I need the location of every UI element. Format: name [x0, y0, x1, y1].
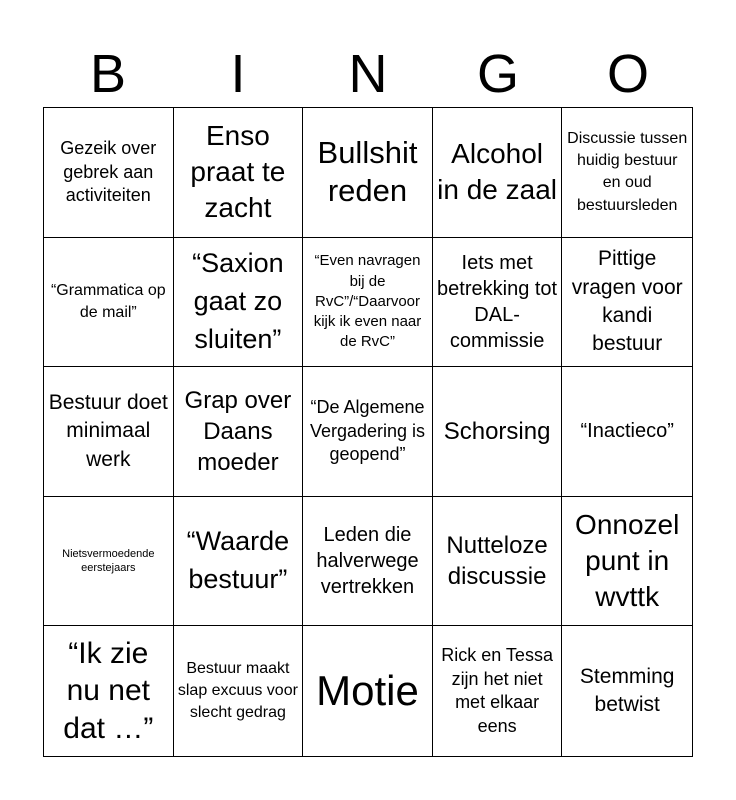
bingo-cell[interactable]	[433, 108, 563, 238]
bingo-cell[interactable]	[44, 626, 174, 756]
cell-text: Pittige vragen voor kandi bestuur	[571, 247, 683, 356]
bingo-cell[interactable]	[303, 108, 433, 238]
bingo-cell[interactable]	[562, 238, 692, 368]
bingo-cell[interactable]	[174, 497, 304, 627]
header-letter-i: I	[230, 44, 246, 104]
cell-text: “Grammatica op de mail”	[50, 281, 166, 321]
bingo-cell[interactable]	[433, 367, 563, 497]
bingo-cell[interactable]	[562, 367, 692, 497]
cell-text: Stemming betwist	[579, 664, 675, 717]
bingo-cell[interactable]	[303, 367, 433, 497]
header-letter-g: G	[476, 44, 519, 104]
cell-text: Iets met betrekking tot DAL-commissie	[437, 251, 558, 352]
cell-text: Gezeik over gebrek aan activiteiten	[60, 138, 157, 205]
cell-text: Alcohol in de zaal	[437, 137, 558, 206]
cell-text: Discussie tussen huidig bestuur en oud bestuursleden	[567, 129, 688, 214]
cell-text: Enso praat te zacht	[190, 119, 286, 224]
bingo-cell[interactable]	[174, 367, 304, 497]
bingo-cell[interactable]	[562, 497, 692, 627]
cell-text: Rick en Tessa zijn het niet met elkaar eens	[441, 645, 553, 736]
bingo-cell[interactable]	[303, 238, 433, 368]
cell-text: “De Algemene Vergadering is geopend”	[309, 397, 426, 465]
cell-text: “Even navragen bij de RvC”/“Daarvoor kijk ik even naar de RvC”	[313, 252, 422, 351]
bingo-cell[interactable]	[174, 626, 304, 756]
cell-text: Nietsvermoedende eerstejaars	[62, 547, 155, 575]
cell-text: Bullshit reden	[317, 134, 418, 209]
cell-text: Leden die halverwege vertrekken	[316, 524, 419, 599]
cell-text: “Ik zie nu net dat …”	[63, 636, 154, 745]
bingo-board	[43, 107, 693, 757]
bingo-cell[interactable]	[174, 108, 304, 238]
bingo-cell[interactable]	[562, 108, 692, 238]
bingo-cell[interactable]	[433, 626, 563, 756]
bingo-cell[interactable]	[44, 497, 174, 627]
bingo-cell[interactable]	[303, 626, 433, 756]
cell-text: Nutteloze discussie	[446, 531, 548, 591]
cell-text: “Saxion gaat zo sluiten”	[192, 248, 284, 354]
bingo-cell[interactable]	[44, 108, 174, 238]
header-letter-b: B	[89, 44, 127, 104]
cell-text: Grap over Daans moeder	[184, 386, 292, 477]
cell-text: Bestuur maakt slap excuus voor slecht gedrag	[177, 659, 298, 722]
cell-text: Onnozel punt in wvttk	[575, 508, 680, 613]
bingo-cell[interactable]	[44, 238, 174, 368]
bingo-cell[interactable]	[174, 238, 304, 368]
bingo-cell[interactable]	[44, 367, 174, 497]
cell-text: Schorsing	[443, 417, 551, 445]
cell-text: Motie	[316, 667, 419, 715]
header-letter-o: O	[606, 44, 649, 104]
cell-text: “Inactieco”	[580, 420, 674, 443]
cell-text: “Waarde bestuur”	[186, 526, 290, 595]
header-letter-n: N	[348, 44, 388, 104]
bingo-cell[interactable]	[433, 497, 563, 627]
bingo-cell[interactable]	[562, 626, 692, 756]
bingo-header	[43, 40, 693, 108]
bingo-cell[interactable]	[433, 238, 563, 368]
bingo-cell[interactable]	[303, 497, 433, 627]
cell-text: Bestuur doet minimaal werk	[48, 390, 168, 471]
